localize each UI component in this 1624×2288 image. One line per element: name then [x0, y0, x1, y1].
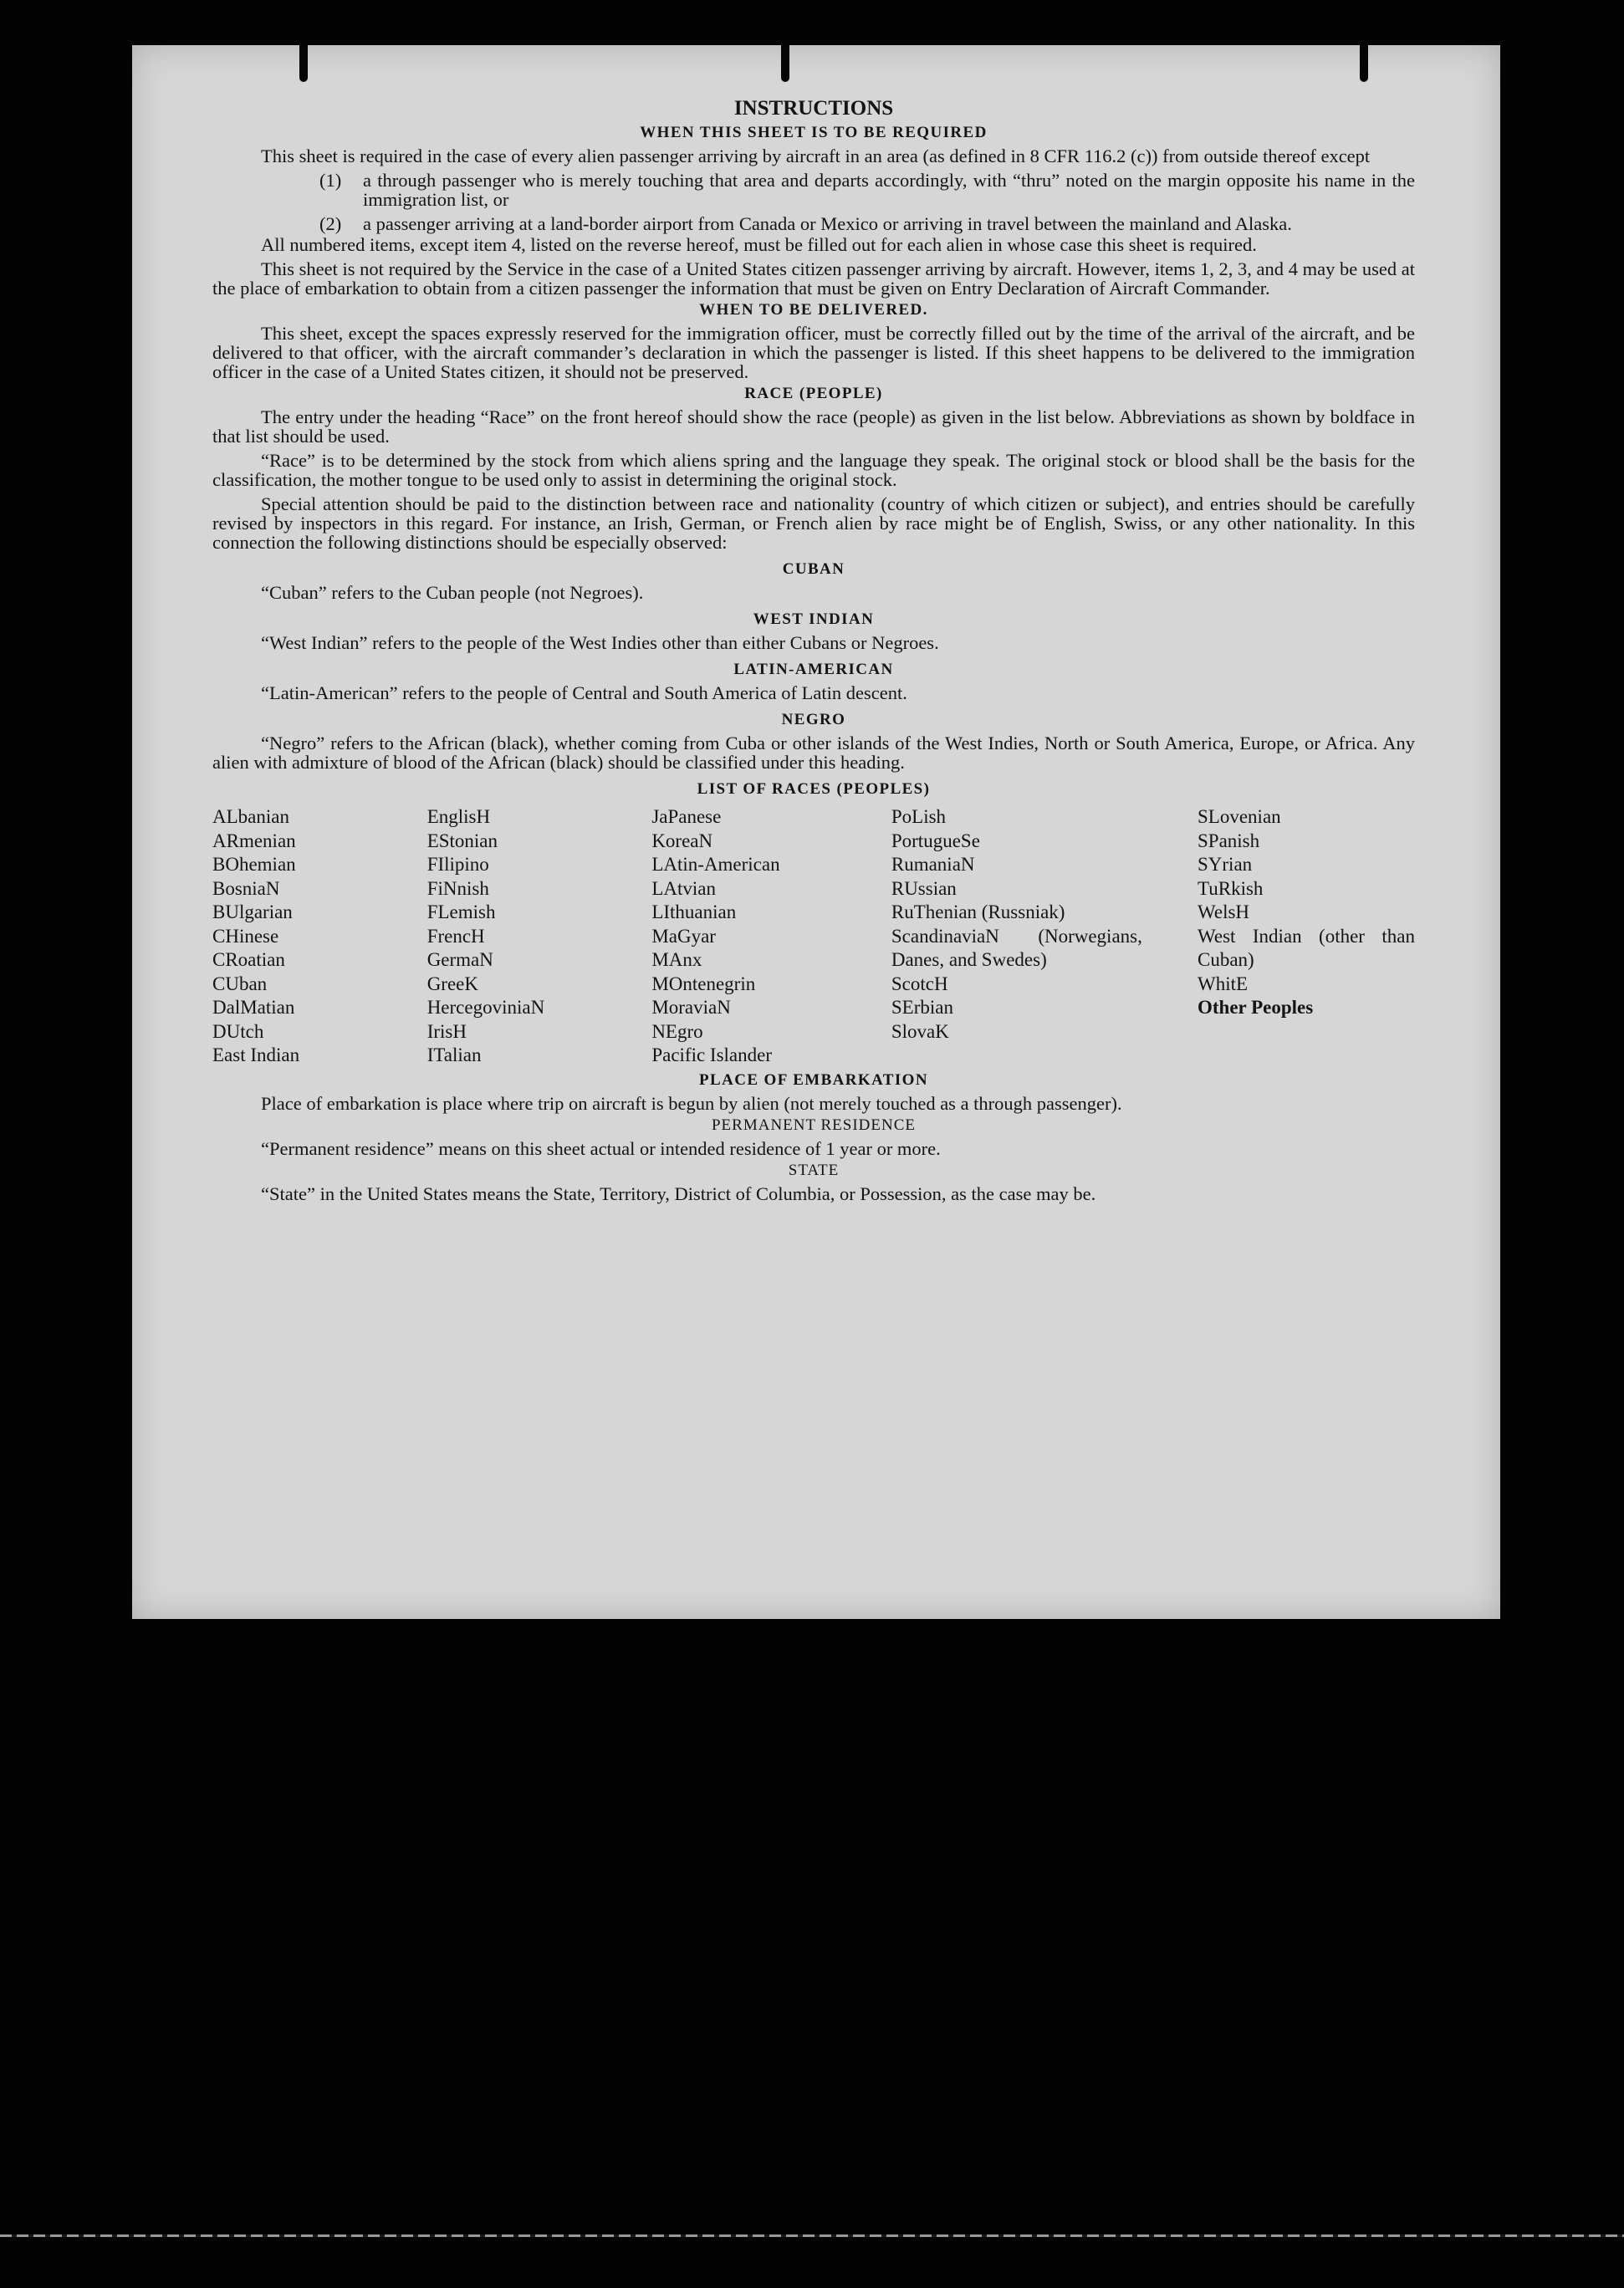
race-entry: GreeK [426, 973, 478, 994]
race-entry: PortugueSe [891, 830, 980, 851]
exception-number: (1) [319, 170, 342, 191]
race-entry: MoraviaN [651, 997, 731, 1018]
race-entry: HercegoviniaN [426, 997, 545, 1018]
race-paragraph-3: Special attention should be paid to the distinction between race and nationality (country of which citizen or subject), and entries should be carefully revised by inspectors in this regard. For instance, an Irish, German, or French alien by race might be of English, Swiss, or any other nationality. In this connection the following distinctions should be especially observed: [212, 493, 1415, 553]
race-entry: CUban [212, 973, 268, 994]
heading-west-indian: WEST INDIAN [753, 610, 875, 628]
race-entry: BUlgarian [212, 901, 293, 922]
state-text: “State” in the United States means the State, Territory, District of Columbia, or Possession, as the case may be. [261, 1182, 1096, 1204]
punch-mark [781, 45, 789, 82]
punch-mark [299, 45, 308, 82]
heading-permanent-residence: PERMANENT RESIDENCE [711, 1116, 917, 1134]
race-entry: FiNnish [426, 877, 489, 899]
heading-embarkation: PLACE OF EMBARKATION [699, 1070, 928, 1089]
race-entry: GermaN [426, 949, 493, 970]
race-entry: MAnx [651, 949, 702, 970]
race-entry: IrisH [426, 1020, 467, 1042]
race-entry: WhitE [1198, 973, 1249, 994]
race-entry: TuRkish [1198, 877, 1264, 899]
when-required-intro: This sheet is required in the case of every alien passenger arriving by aircraft in an area (as defined in 8 CFR 116.2 (c)) from outside thereof except [261, 146, 1371, 166]
races-column-2 [427, 805, 652, 1068]
race-entry: FrencH [426, 925, 485, 947]
race-entry: SLovenian [1198, 806, 1281, 827]
west-indian-text: “West Indian” refers to the people of the West Indies other than either Cubans or Negroes. [261, 632, 939, 653]
page-title: INSTRUCTIONS [733, 97, 894, 120]
race-entry: MOntenegrin [651, 973, 756, 994]
heading-race: RACE (PEOPLE) [744, 385, 883, 402]
race-entry: ARmenian [212, 830, 296, 851]
race-entry: ITalian [426, 1044, 482, 1065]
exception-text: a through passenger who is merely touching that area and departs accordingly, with “thru” noted on the margin opposite his name in the immigration list, or [363, 170, 1415, 210]
exception-item [212, 214, 1415, 233]
heading-negro: NEGRO [781, 711, 846, 728]
races-column-3 [651, 805, 891, 1068]
exception-text: a passenger arriving at a land-border airport from Canada or Mexico or arriving in travel between the mainland and Alaska. [363, 213, 1292, 234]
exception-number: (2) [319, 213, 342, 234]
race-entry: SlovaK [891, 1020, 949, 1042]
negro-text: “Negro” refers to the African (black), whether coming from Cuba or other islands of the West Indies, North or South America, Europe, or Africa. Any alien with admixture of blood of the African (black) should be classified under this heading. [212, 733, 1415, 773]
race-entry: SYrian [1198, 854, 1253, 875]
races-column-5 [1198, 805, 1415, 1068]
race-paragraph-2: “Race” is to be determined by the stock from which aliens spring and the language they speak. The original stock or blood shall be the basis for the classification, the mother tongue to be used only to assist in determining the original stock. [212, 450, 1415, 490]
race-entry: FLemish [426, 901, 496, 922]
race-entry: RUssian [891, 877, 957, 899]
race-entry: PoLish [891, 806, 947, 827]
race-entry: DUtch [212, 1020, 264, 1042]
race-entry: Other Peoples [1198, 997, 1314, 1018]
race-paragraph-1: The entry under the heading “Race” on the front hereof should show the race (people) as given in the list below. Abbreviations as shown by boldface in that list should be used. [212, 406, 1415, 447]
race-entry: EStonian [426, 830, 498, 851]
race-entry: ScotcH [891, 973, 948, 994]
citizen-paragraph: This sheet is not required by the Service in the case of a United States citizen passenger arriving by aircraft. However, items 1, 2, 3, and 4 may be used at the place of embarkation to obtain from a citizen passenger the information that must be given on Entry Declaration of Aircraft Commander. [212, 258, 1415, 299]
race-entry: JaPanese [651, 806, 722, 827]
race-entry: CHinese [212, 925, 279, 947]
races-column-4 [891, 805, 1198, 1068]
race-entry: MaGyar [651, 925, 716, 947]
race-entry: CRoatian [212, 949, 285, 970]
race-entry: FIlipino [426, 854, 489, 875]
race-entry: EnglisH [426, 806, 491, 827]
heading-when-required: WHEN THIS SHEET IS TO BE REQUIRED [640, 124, 988, 141]
races-column-1 [212, 805, 427, 1068]
race-entry: Pacific Islander [651, 1044, 772, 1065]
race-entry: SPanish [1198, 830, 1260, 851]
film-edge-divider [0, 2234, 1624, 2237]
instruction-sheet [132, 45, 1500, 1619]
heading-state: STATE [788, 1161, 840, 1179]
race-entry: LAtvian [651, 877, 716, 899]
race-entry: LAtin-American [651, 854, 780, 875]
race-entry: DalMatian [212, 997, 295, 1018]
latin-american-text: “Latin-American” refers to the people of Central and South America of Latin descent. [261, 682, 907, 703]
heading-latin-american: LATIN-AMERICAN [733, 661, 894, 678]
residence-text: “Permanent residence” means on this sheet actual or intended residence of 1 year or more. [261, 1137, 941, 1159]
exception-item [212, 171, 1415, 209]
heading-cuban: CUBAN [782, 560, 845, 578]
race-entry: RumaniaN [891, 854, 975, 875]
embarkation-text: Place of embarkation is place where trip on aircraft is begun by alien (not merely touched as a through passenger). [261, 1092, 1122, 1114]
race-entry: KoreaN [651, 830, 713, 851]
race-entry: West Indian (other than Cuban) [1198, 925, 1415, 970]
race-entry: ALbanian [212, 806, 289, 827]
punch-mark [1360, 45, 1368, 82]
numbered-items-paragraph: All numbered items, except item 4, listed on the reverse hereof, must be filled out for each alien in whose case this sheet is required. [261, 234, 1257, 255]
heading-when-delivered: WHEN TO BE DELIVERED. [699, 301, 928, 319]
when-delivered-text: This sheet, except the spaces expressly reserved for the immigration officer, must be correctly filled out by the time of the arrival of the aircraft, and be delivered to that officer, with the aircraft commander’s declaration in which the passenger is listed. If this sheet happens to be delivered to the immigration officer in the case of a United States citizen, it should not be preserved. [212, 323, 1415, 382]
race-entry: East Indian [212, 1044, 300, 1065]
race-entry: ScandinaviaN (Norwegians, Danes, and Swedes) [891, 925, 1142, 970]
races-list [212, 805, 1415, 1068]
race-entry: LIthuanian [651, 901, 737, 922]
race-entry: BosniaN [212, 877, 280, 899]
race-entry: RuThenian (Russniak) [891, 901, 1065, 922]
race-entry: BOhemian [212, 854, 296, 875]
cuban-text: “Cuban” refers to the Cuban people (not Negroes). [261, 582, 644, 603]
race-entry: WelsH [1198, 901, 1250, 922]
race-entry: SErbian [891, 997, 953, 1018]
heading-list-of-races: LIST OF RACES (PEOPLES) [697, 780, 931, 798]
race-entry: NEgro [651, 1020, 703, 1042]
